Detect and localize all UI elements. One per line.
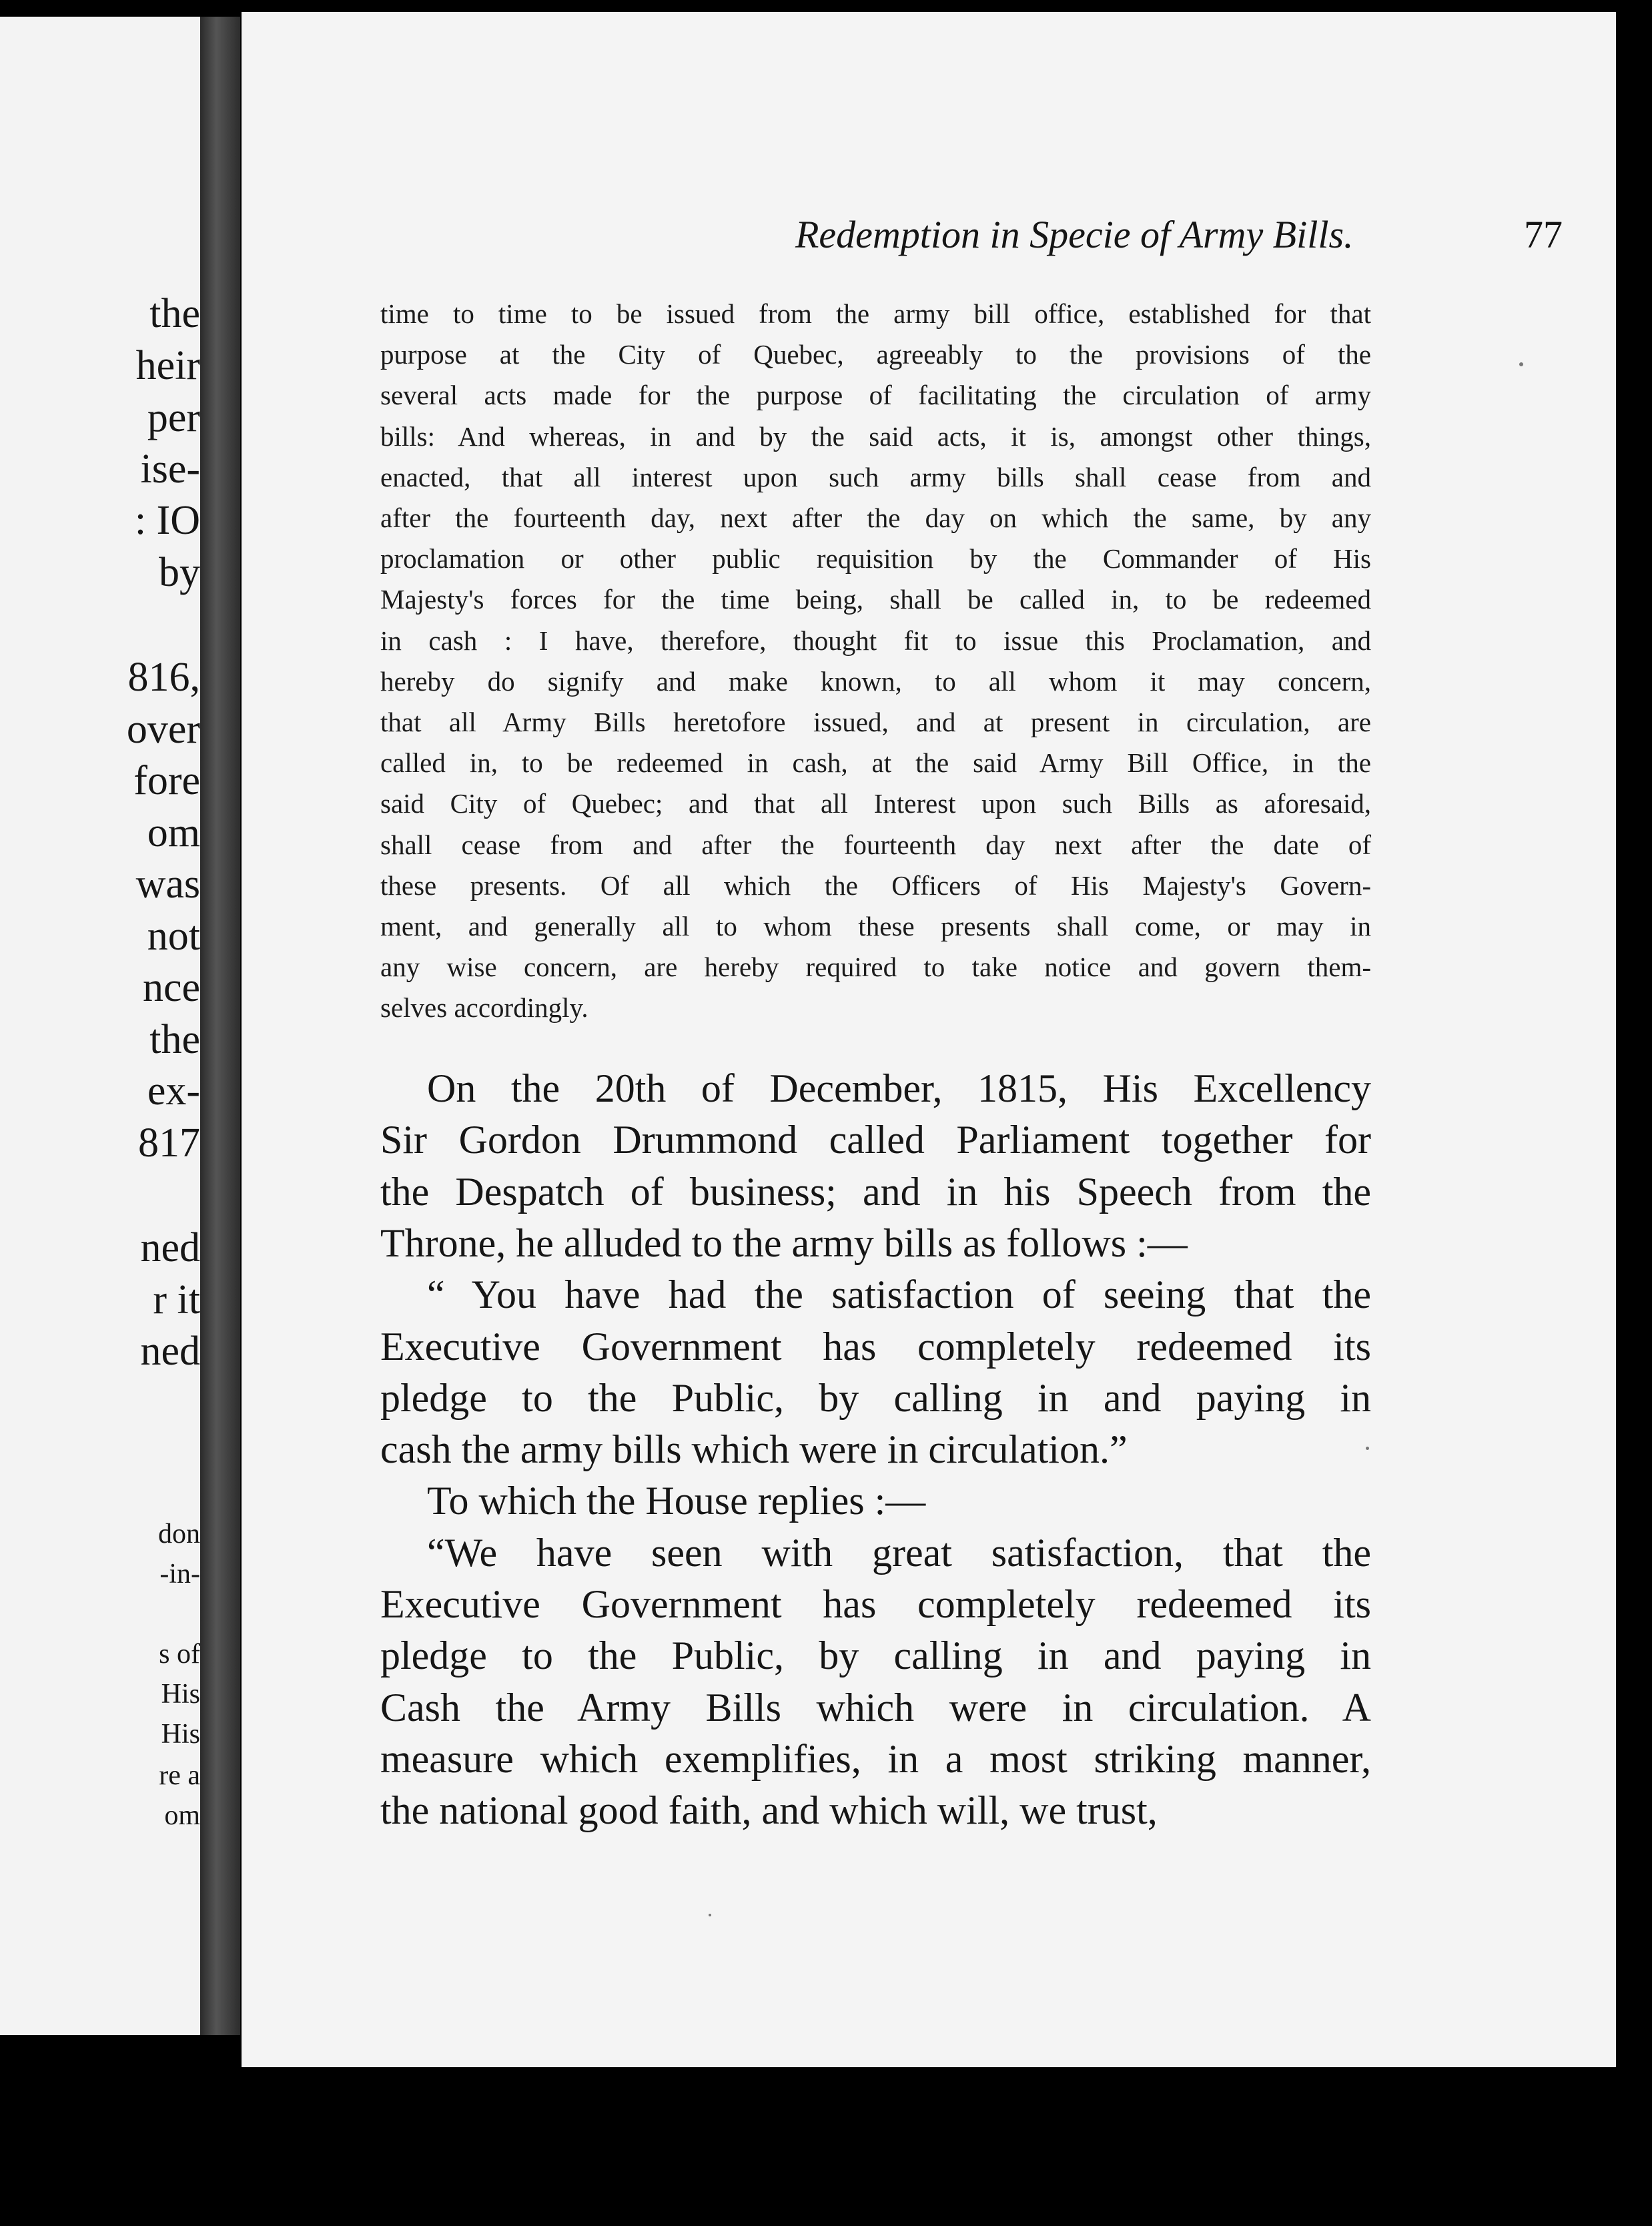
- right-page: [242, 12, 1616, 2067]
- left-page-fragment-line: ned: [140, 1329, 200, 1374]
- left-page-fragment-line: -in-: [159, 1559, 200, 1589]
- left-page-fragment-line: s of: [159, 1639, 200, 1670]
- left-page-fragment-line: the: [149, 291, 200, 336]
- proclamation-line: Majesty's forces for the time being, shall be called in, to be redeemed: [380, 584, 1371, 615]
- left-page-fragment-line: ise-: [140, 446, 200, 492]
- body-line: measure which exemplifies, in a most striking manner,: [380, 1736, 1371, 1781]
- left-page-fragment-line: nce: [142, 965, 200, 1010]
- body-line: Executive Government has completely redeemed its: [380, 1324, 1371, 1369]
- body-line: cash the army bills which were in circulation.”: [380, 1427, 1128, 1472]
- body-line: On the 20th of December, 1815, His Excellency: [427, 1066, 1371, 1110]
- left-page-fragment-line: was: [135, 861, 200, 907]
- proclamation-line: in cash : I have, therefore, thought fit to issue this Proclamation, and: [380, 625, 1371, 656]
- speck: [1519, 362, 1523, 366]
- body-line: Executive Government has completely redeemed its: [380, 1582, 1371, 1626]
- left-page-fragment-line: re a: [159, 1760, 200, 1791]
- book-gutter: [200, 17, 240, 2035]
- proclamation-line: these presents. Of all which the Officers of His Majesty's Govern-: [380, 869, 1371, 901]
- proclamation-line: shall cease from and after the fourteenth day next after the date of: [380, 829, 1371, 860]
- body-line: To which the House replies :—: [427, 1479, 926, 1523]
- left-page-fragment-line: om: [147, 810, 200, 855]
- proclamation-line: purpose at the City of Quebec, agreeably to the provisions of the: [380, 339, 1371, 370]
- proclamation-line: time to time to be issued from the army bill office, established for that: [380, 298, 1371, 329]
- proclamation-line: proclamation or other public requisition by the Commander of His: [380, 543, 1371, 575]
- body-line: the Despatch of business; and in his Speech from the: [380, 1169, 1371, 1214]
- proclamation-line: selves accordingly.: [380, 992, 588, 1024]
- left-page-fragment-line: by: [159, 550, 200, 595]
- left-page-fragment-line: fore: [133, 758, 200, 803]
- proclamation-line: enacted, that all interest upon such army bills shall cease from and: [380, 461, 1371, 492]
- left-page-fragment: [0, 17, 200, 2035]
- left-page-fragment-line: not: [147, 913, 200, 959]
- left-page-fragment-line: ex-: [147, 1068, 200, 1114]
- body-line: pledge to the Public, by calling in and paying in: [380, 1375, 1371, 1420]
- left-page-fragment-line: the: [149, 1017, 200, 1062]
- proclamation-line: bills: And whereas, in and by the said acts, it is, amongst other things,: [380, 420, 1371, 452]
- body-line: “ You have had the satisfaction of seeing that the: [427, 1272, 1371, 1317]
- left-page-fragment-line: over: [126, 707, 200, 752]
- proclamation-line: ment, and generally all to whom these presents shall come, or may in: [380, 911, 1371, 942]
- left-page-fragment-line: don: [158, 1519, 200, 1549]
- left-page-fragment-line: : IO: [134, 498, 200, 543]
- body-line: “We have seen with great satisfaction, that the: [427, 1530, 1371, 1575]
- body-line: Sir Gordon Drummond called Parliament together for: [380, 1118, 1371, 1162]
- left-page-fragment-line: per: [147, 395, 200, 440]
- left-page-fragment-line: His: [161, 1719, 200, 1750]
- proclamation-line: called in, to be redeemed in cash, at the said Army Bill Office, in the: [380, 747, 1371, 779]
- left-page-fragment-line: r it: [153, 1277, 200, 1323]
- proclamation-line: hereby do signify and make known, to all whom it may concern,: [380, 665, 1371, 697]
- body-line: the national good faith, and which will, we trust,: [380, 1788, 1158, 1833]
- page-number: 77: [1524, 213, 1563, 256]
- proclamation-line: that all Army Bills heretofore issued, and at present in circulation, are: [380, 707, 1371, 737]
- body-line: Cash the Army Bills which were in circulation. A: [380, 1685, 1371, 1730]
- left-page-fragment-line: ned: [140, 1225, 200, 1270]
- running-head: [542, 212, 1609, 266]
- left-page-fragment-line: 816,: [127, 655, 200, 700]
- speck: [709, 1914, 711, 1916]
- left-page-fragment-line: His: [161, 1679, 200, 1710]
- body-line: pledge to the Public, by calling in and paying in: [380, 1633, 1371, 1678]
- proclamation-line: any wise concern, are hereby required to take notice and govern them-: [380, 952, 1371, 983]
- proclamation-line: said City of Quebec; and that all Interest upon such Bills as aforesaid,: [380, 788, 1371, 819]
- left-page-fragment-line: heir: [135, 343, 200, 388]
- body-line: Throne, he alluded to the army bills as follows :—: [380, 1220, 1188, 1265]
- speck: [1366, 1447, 1369, 1450]
- running-title: Redemption in Specie of Army Bills.: [795, 213, 1354, 256]
- proclamation-line: several acts made for the purpose of facilitating the circulation of army: [380, 380, 1371, 411]
- left-page-fragment-line: 817: [138, 1120, 200, 1166]
- left-page-fragment-line: om: [164, 1800, 200, 1831]
- proclamation-line: after the fourteenth day, next after the day on which the same, by any: [380, 502, 1371, 533]
